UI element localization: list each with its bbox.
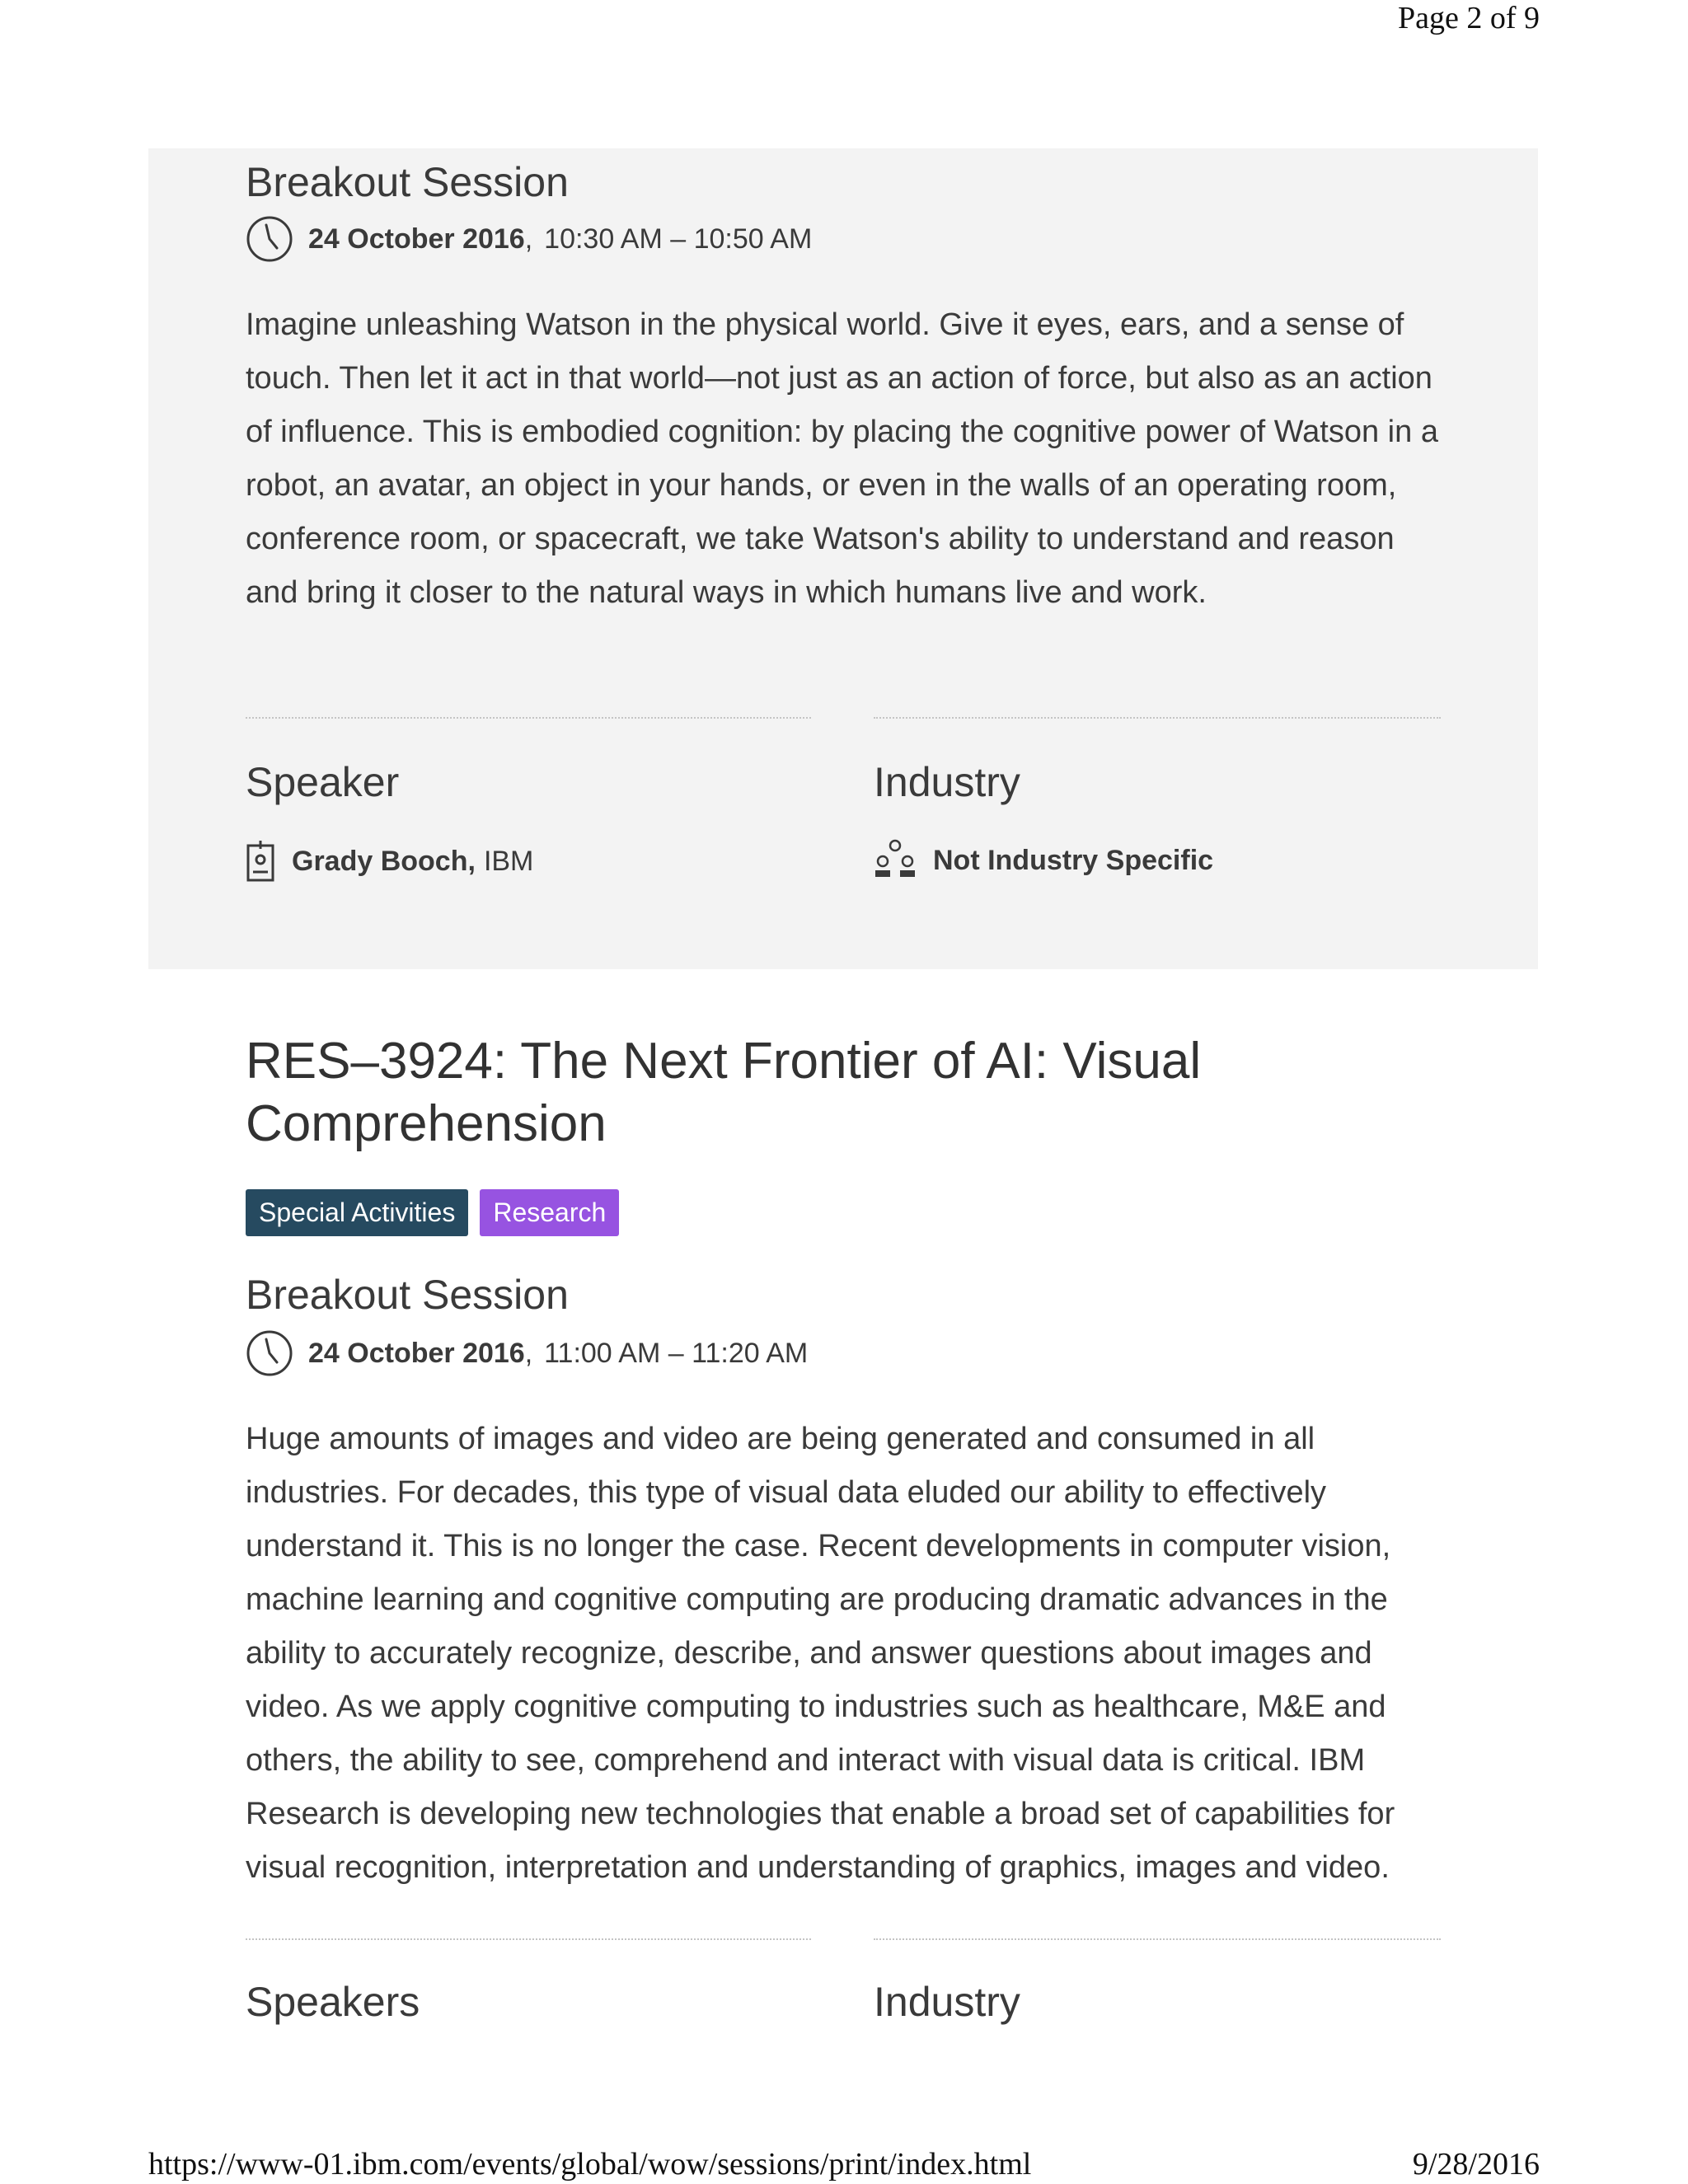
session-time-row bbox=[246, 1329, 1441, 1378]
session-time: 11:00 AM – 11:20 AM bbox=[544, 1337, 809, 1369]
tag-list bbox=[246, 1189, 619, 1236]
clock-icon bbox=[246, 215, 293, 263]
session-title bbox=[246, 1030, 1441, 1155]
industry-value: Not Industry Specific bbox=[933, 844, 1214, 876]
session-time-row bbox=[246, 214, 1441, 264]
clock-icon bbox=[246, 1329, 293, 1377]
divider bbox=[246, 717, 811, 719]
speakers-heading: Speakers bbox=[246, 1979, 420, 2025]
session-title-text: The Next Frontier of AI: Visual Comprehension bbox=[246, 1033, 1202, 1152]
speaker-name: Grady Booch, bbox=[292, 845, 476, 877]
divider bbox=[874, 717, 1441, 719]
session-type: Breakout Session bbox=[246, 1272, 569, 1318]
id-badge-icon bbox=[246, 841, 275, 882]
people-group-icon bbox=[874, 839, 917, 882]
session-description: Imagine unleashing Watson in the physical world. Give it eyes, ears, and a sense of touch. Then let it act in that world—not just as an action of force, but also as an action of influence. This is embodied cognition: by placing the cognitive power of Watson in a robot, an avatar, an object in your hands, or even in the walls of an operating room, conference room, or spacecraft, we take Watson's ability to understand and reason and bring it closer to the natural ways in which humans live and work. bbox=[246, 307, 1438, 610]
session-date: 24 October 2016 bbox=[308, 1337, 525, 1369]
divider bbox=[874, 1938, 1441, 1940]
speaker-row bbox=[246, 841, 533, 882]
divider bbox=[246, 1938, 811, 1940]
footer-url: https://www-01.ibm.com/events/global/wow/sessions/print/index.html bbox=[148, 2147, 1032, 2182]
speaker-heading: Speaker bbox=[246, 759, 400, 805]
page-number: Page 2 of 9 bbox=[1397, 1, 1540, 35]
time-separator: , bbox=[524, 1337, 533, 1369]
industry-heading: Industry bbox=[874, 1979, 1020, 2025]
industry-row bbox=[874, 839, 1213, 882]
speaker-org: IBM bbox=[483, 845, 534, 877]
tag-research[interactable]: Research bbox=[480, 1189, 619, 1236]
footer-date: 9/28/2016 bbox=[1412, 2147, 1540, 2182]
session-type: Breakout Session bbox=[246, 159, 569, 205]
industry-heading: Industry bbox=[874, 759, 1020, 805]
session-description: Huge amounts of images and video are being generated and consumed in all industries. For decades, this type of visual data eluded our ability to effectively understand it. This is no longer the case. Recent developments in computer vision, machine learning and cognitive computing are producing dramatic advances in the ability to accurately recognize, describe, and answer questions about images and video. As we apply cognitive computing to industries such as healthcare, M&E and others, the ability to see, comprehend and interact with visual data is critical. IBM Research is developing new technologies that enable a broad set of capabilities for visual recognition, interpretation and understanding of graphics, images and video. bbox=[246, 1422, 1395, 1885]
session-date: 24 October 2016 bbox=[308, 223, 525, 255]
session-time: 10:30 AM – 10:50 AM bbox=[544, 223, 813, 255]
tag-special-activities[interactable]: Special Activities bbox=[246, 1189, 468, 1236]
session-code: RES–3924: bbox=[246, 1033, 508, 1090]
time-separator: , bbox=[524, 223, 533, 255]
